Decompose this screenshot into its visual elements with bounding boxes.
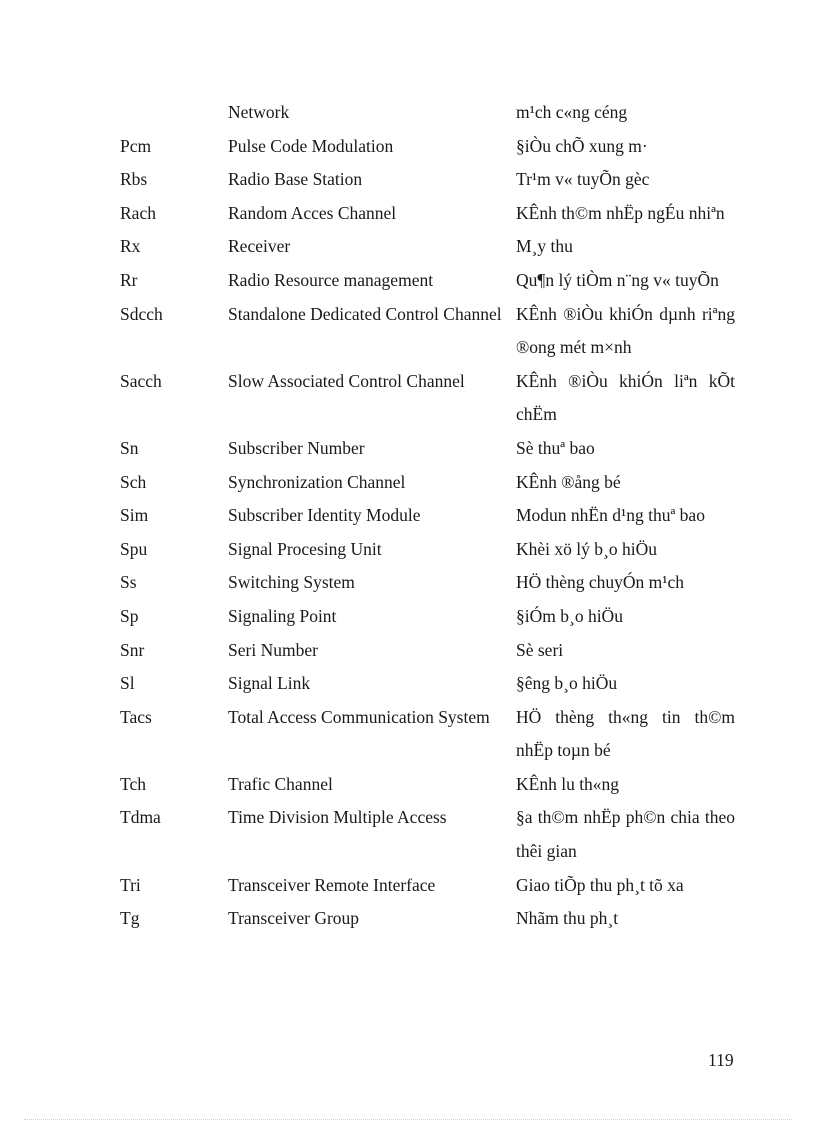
vietnamese-term: §êng b¸o hiÖu bbox=[516, 673, 618, 694]
vietnamese-term: KÊnh ®iÒu khiÓn liªn kÕt chËm bbox=[516, 370, 735, 425]
english-term: Pulse Code Modulation bbox=[228, 135, 394, 156]
english-term: Synchronization Channel bbox=[228, 471, 406, 492]
vietnamese-term: KÊnh th©m nhËp ngÉu nhiªn bbox=[516, 202, 725, 223]
english-term: Subscriber Identity Module bbox=[228, 505, 421, 526]
abbreviation: Rbs bbox=[120, 169, 148, 190]
abbreviation: Pcm bbox=[120, 135, 152, 156]
abbreviation: Rx bbox=[120, 236, 141, 257]
table-row bbox=[120, 566, 735, 600]
table-row bbox=[120, 801, 735, 868]
abbreviation: Rach bbox=[120, 202, 156, 223]
abbreviation: Ss bbox=[120, 572, 137, 593]
english-term: Time Division Multiple Access bbox=[228, 807, 447, 828]
table-row bbox=[120, 365, 735, 432]
vietnamese-term: HÖ thèng th«ng tin th©m nhËp toµn bé bbox=[516, 706, 735, 761]
table-row bbox=[120, 432, 735, 466]
table-row bbox=[120, 768, 735, 802]
table-row bbox=[120, 667, 735, 701]
table-row bbox=[120, 701, 735, 768]
english-term: Random Acces Channel bbox=[228, 202, 397, 223]
vietnamese-term: Qu¶n lý tiÒm n¨ng v« tuyÕn bbox=[516, 269, 719, 290]
english-term: Slow Associated Control Channel bbox=[228, 370, 465, 391]
english-term: Seri Number bbox=[228, 639, 318, 660]
abbreviation: Tg bbox=[120, 908, 140, 929]
english-term: Subscriber Number bbox=[228, 437, 365, 458]
vietnamese-term: Tr¹m v« tuyÕn gèc bbox=[516, 169, 650, 190]
vietnamese-term: Sè seri bbox=[516, 639, 564, 660]
abbreviation: Sim bbox=[120, 505, 149, 526]
abbreviation: Snr bbox=[120, 639, 145, 660]
page-number: 119 bbox=[708, 1050, 734, 1070]
vietnamese-term: §a th©m nhËp ph©n chia theo thêi gian bbox=[516, 807, 735, 862]
table-row bbox=[120, 499, 735, 533]
table-row bbox=[120, 130, 735, 164]
table-row bbox=[120, 600, 735, 634]
vietnamese-term: §iÒu chÕ xung m· bbox=[516, 135, 648, 156]
table-row bbox=[120, 96, 735, 130]
vietnamese-term: §iÓm b¸o hiÖu bbox=[516, 605, 623, 626]
vietnamese-term: KÊnh lu th«ng bbox=[516, 773, 620, 794]
abbreviation: Tch bbox=[120, 773, 146, 794]
vietnamese-term: KÊnh ®iÒu khiÓn dµnh riªng ®ong mét m×nh bbox=[516, 303, 735, 358]
abbreviation: Sdcch bbox=[120, 303, 163, 324]
english-term: Total Access Communication System bbox=[228, 706, 490, 727]
english-term: Network bbox=[228, 102, 290, 122]
english-term: Radio Resource management bbox=[228, 269, 434, 290]
vietnamese-term: Modun nhËn d¹ng thuª bao bbox=[516, 505, 705, 526]
english-term: Receiver bbox=[228, 236, 291, 257]
vietnamese-term: Sè thuª bao bbox=[516, 437, 595, 458]
table-row bbox=[120, 298, 735, 365]
abbreviation: Tdma bbox=[120, 807, 161, 828]
english-term: Trafic Channel bbox=[228, 773, 333, 794]
english-term: Transceiver Group bbox=[228, 908, 360, 929]
table-row bbox=[120, 533, 735, 567]
vietnamese-term: Khèi xö lý b¸o hiÖu bbox=[516, 538, 657, 559]
abbreviation: Rr bbox=[120, 269, 138, 290]
page-bottom-divider bbox=[24, 1119, 792, 1120]
table-row bbox=[120, 466, 735, 500]
table-row bbox=[120, 869, 735, 903]
english-term: Radio Base Station bbox=[228, 169, 363, 190]
table-row bbox=[120, 634, 735, 668]
english-term: Signaling Point bbox=[228, 605, 337, 626]
table-row bbox=[120, 264, 735, 298]
english-term: Standalone Dedicated Control Channel bbox=[228, 303, 502, 324]
english-term: Transceiver Remote Interface bbox=[228, 874, 436, 895]
english-term: Signal Link bbox=[228, 673, 311, 694]
abbreviation-table bbox=[120, 96, 735, 936]
vietnamese-term: m¹ch c«ng céng bbox=[516, 102, 628, 122]
english-term: Switching System bbox=[228, 572, 355, 593]
abbreviation: Sch bbox=[120, 471, 147, 492]
table-row bbox=[120, 902, 735, 936]
vietnamese-term: Giao tiÕp thu ph¸t tõ xa bbox=[516, 874, 684, 895]
vietnamese-term: HÖ thèng chuyÓn m¹ch bbox=[516, 572, 685, 593]
table-row bbox=[120, 197, 735, 231]
abbreviation: Tri bbox=[120, 874, 141, 895]
abbreviation: Spu bbox=[120, 538, 148, 559]
vietnamese-term: Nhãm thu ph¸t bbox=[516, 908, 619, 929]
abbreviation: Sp bbox=[120, 605, 139, 626]
abbreviation: Tacs bbox=[120, 706, 152, 727]
abbreviation: Sacch bbox=[120, 370, 162, 391]
vietnamese-term: KÊnh ®ång bé bbox=[516, 471, 621, 492]
table-row bbox=[120, 230, 735, 264]
vietnamese-term: M¸y thu bbox=[516, 236, 573, 257]
abbreviation: Sn bbox=[120, 437, 139, 458]
english-term: Signal Procesing Unit bbox=[228, 538, 382, 559]
abbreviation: Sl bbox=[120, 673, 135, 694]
table-row bbox=[120, 163, 735, 197]
